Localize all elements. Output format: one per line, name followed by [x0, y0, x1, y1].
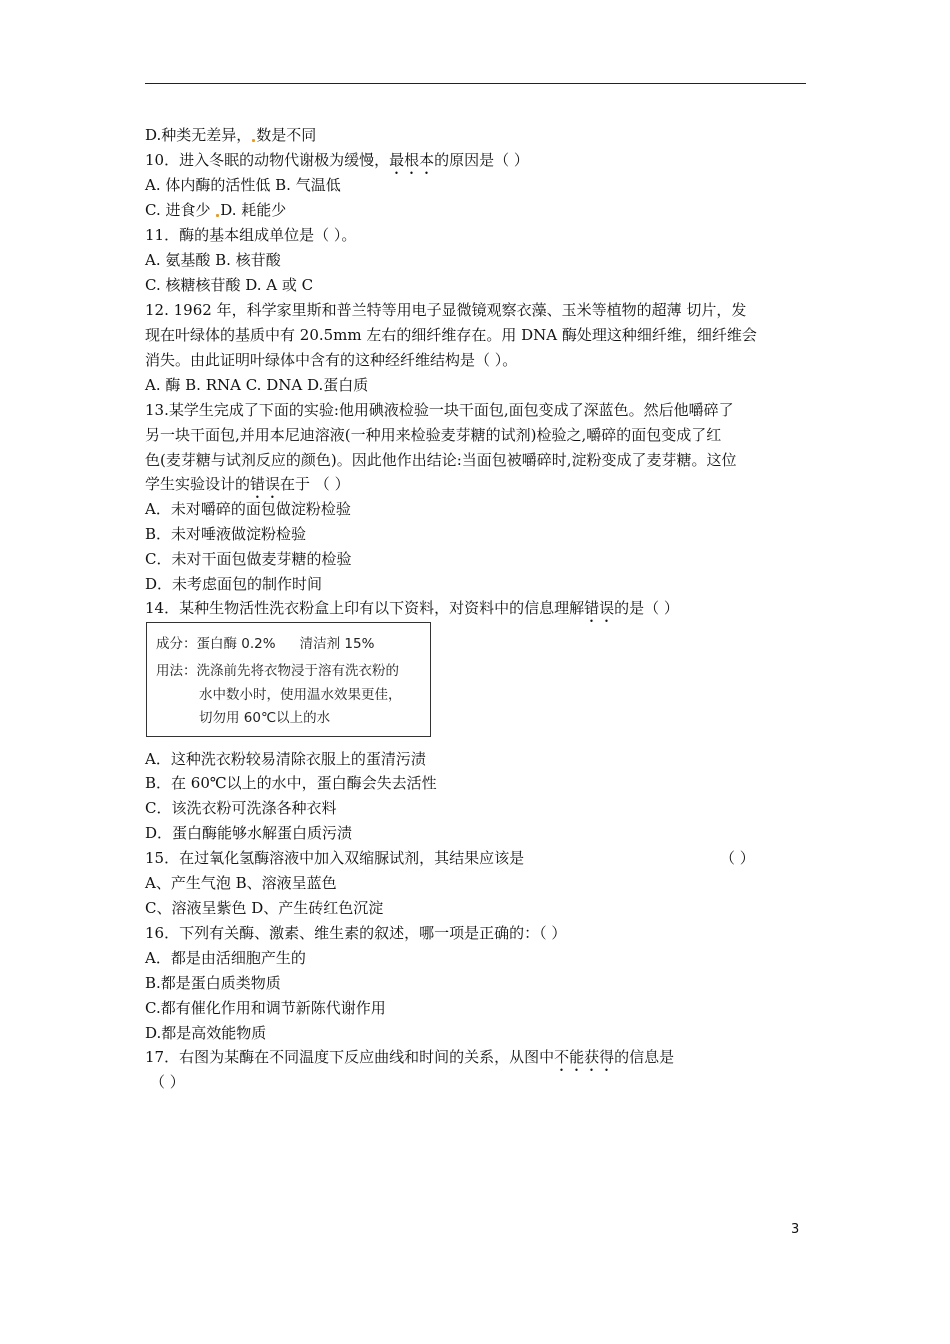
question-15-options-ab: A、产生气泡 B、溶液呈蓝色: [145, 874, 337, 892]
question-16-option-b: B.都是蛋白质类物质: [145, 974, 281, 992]
question-16-stem: 16．下列有关酶、激素、维生素的叙述，哪一项是正确的：（ ）: [145, 924, 567, 942]
question-12-options: A. 酶 B. RNA C. DNA D.蛋白质: [145, 376, 369, 394]
label-usage-line2: 水中数小时，使用温水效果更佳，: [199, 687, 402, 703]
question-10-options-cd: C. 进食少 D. 耗能少: [145, 201, 287, 219]
question-13-line4: 学生实验设计的错误在于 （ ）: [145, 475, 350, 493]
detergent-label-box: [146, 622, 431, 737]
question-14-option-b: B．在 60℃以上的水中，蛋白酶会失去活性: [145, 774, 437, 792]
header-rule: [145, 83, 806, 84]
label-usage-line1: 用法：洗涤前先将衣物浸于溶有洗衣粉的: [156, 663, 399, 679]
mark-dot: [216, 214, 219, 217]
question-13-option-c: C．未对干面包做麦芽糖的检验: [145, 550, 352, 568]
question-14-stem: 14．某种生物活性洗衣粉盒上印有以下资料，对资料中的信息理解错误的是（ ）: [145, 599, 679, 617]
question-16-option-a: A．都是由活细胞产生的: [145, 949, 306, 967]
question-10-options-ab: A. 体内酶的活性低 B. 气温低: [145, 176, 341, 194]
question-12-line2: 现在叶绿体的基质中有 20.5mm 左右的细纤维存在。用 DNA 酶处理这种细纤维，细纤维会: [145, 326, 757, 344]
question-13-option-a: A．未对嚼碎的面包做淀粉检验: [145, 500, 351, 518]
question-17-stem: 17．右图为某酶在不同温度下反应曲线和时间的关系，从图中不能获得的信息是: [145, 1048, 675, 1066]
question-13-line2: 另一块干面包,并用本尼迪溶液(一种用来检验麦芽糖的试剂)检验之,嚼碎的面包变成了红: [145, 426, 722, 444]
question-17-answer-paren: （ ）: [150, 1073, 185, 1091]
label-ingredients: 成分：蛋白酶 0.2% 清洁剂 15%: [156, 636, 375, 652]
question-16-option-c: C.都有催化作用和调节新陈代谢作用: [145, 999, 386, 1017]
label-usage-line3: 切勿用 60℃以上的水: [199, 710, 331, 726]
question-11-options-cd: C. 核糖核苷酸 D. A 或 C: [145, 276, 314, 294]
question-14-option-d: D．蛋白酶能够水解蛋白质污渍: [145, 824, 353, 842]
question-9-option-d: D.种类无差异， 数是不同: [145, 126, 317, 144]
question-14-option-c: C．该洗衣粉可洗涤各种衣料: [145, 799, 337, 817]
question-15-options-cd: C、溶液呈紫色 D、产生砖红色沉淀: [145, 899, 384, 917]
question-15-answer-paren: （ ）: [720, 849, 755, 867]
question-14-option-a: A．这种洗衣粉较易清除衣服上的蛋清污渍: [145, 750, 426, 768]
question-12-line3: 消失。由此证明叶绿体中含有的这种经纤维结构是（ ）。: [145, 351, 518, 369]
question-13-line3: 色(麦芽糖与试剂反应的颜色)。因此他作出结论:当面包被嚼碎时,淀粉变成了麦芽糖。这位: [145, 451, 737, 469]
question-13-line1: 13.某学生完成了下面的实验:他用碘液检验一块干面包,面包变成了深蓝色。然后他嚼碎了: [145, 401, 734, 419]
question-11-options-ab: A. 氨基酸 B. 核苷酸: [145, 251, 281, 269]
question-11-stem: 11．酶的基本组成单位是（ ）。: [145, 226, 357, 244]
question-10-stem: 10．进入冬眠的动物代谢极为缓慢，最根本的原因是（ ）: [145, 151, 529, 169]
mark-dot: [252, 139, 255, 142]
question-16-option-d: D.都是高效能物质: [145, 1024, 267, 1042]
question-15-stem: 15．在过氧化氢酶溶液中加入双缩脲试剂，其结果应该是: [145, 849, 525, 867]
question-12-line1: 12. 1962 年，科学家里斯和普兰特等用电子显微镜观察衣藻、玉米等植物的超薄 切片，发: [145, 301, 747, 319]
page-number: 3: [791, 1222, 800, 1237]
question-13-option-d: D．未考虑面包的制作时间: [145, 575, 323, 593]
question-13-option-b: B．未对唾液做淀粉检验: [145, 525, 307, 543]
